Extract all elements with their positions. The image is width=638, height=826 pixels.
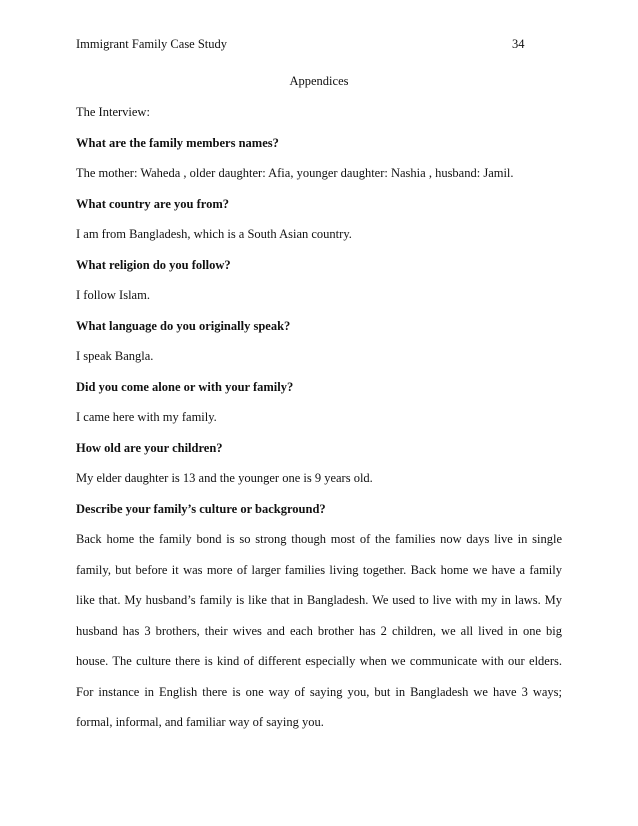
running-head: Immigrant Family Case Study [76, 37, 228, 51]
answer-3: I follow Islam. [76, 288, 150, 302]
question-5: Did you come alone or with your family? [76, 379, 294, 394]
question-2: What country are you from? [76, 196, 229, 211]
question-3: What religion do you follow? [76, 257, 231, 272]
question-1: What are the family members names? [76, 135, 279, 150]
page-title: Appendices [289, 74, 349, 88]
answer-5: I came here with my family. [76, 410, 217, 424]
intro-text: The Interview: [76, 105, 150, 119]
answer-6: My elder daughter is 13 and the younger one is 9 years old. [76, 471, 373, 485]
answer-7-paragraph: Back home the family bond is so strong though most of the families now days live in single family, but before it was more of larger families living together. Back home we have a family like that. My husband’s family is like that in Bangladesh. We used to live with my in laws. My husband has 3 brothers, their wives and each brother has 2 children, we all lived in one big house. The culture there is kind of different especially when we communicate with our elders. For instance in English there is one way of saying you, but in Bangladesh we have 3 ways; formal, informal, and familiar way of saying you. [76, 532, 562, 729]
question-7: Describe your family’s culture or background? [76, 501, 326, 516]
answer-2: I am from Bangladesh, which is a South Asian country. [76, 227, 352, 241]
answer-1: The mother: Waheda , older daughter: Afia, younger daughter: Nashia , husband: Jamil. [76, 166, 514, 180]
document-body [76, 104, 562, 738]
page-number: 34 [512, 37, 525, 51]
answer-4: I speak Bangla. [76, 349, 154, 363]
question-4: What language do you originally speak? [76, 318, 291, 333]
question-6: How old are your children? [76, 440, 223, 455]
